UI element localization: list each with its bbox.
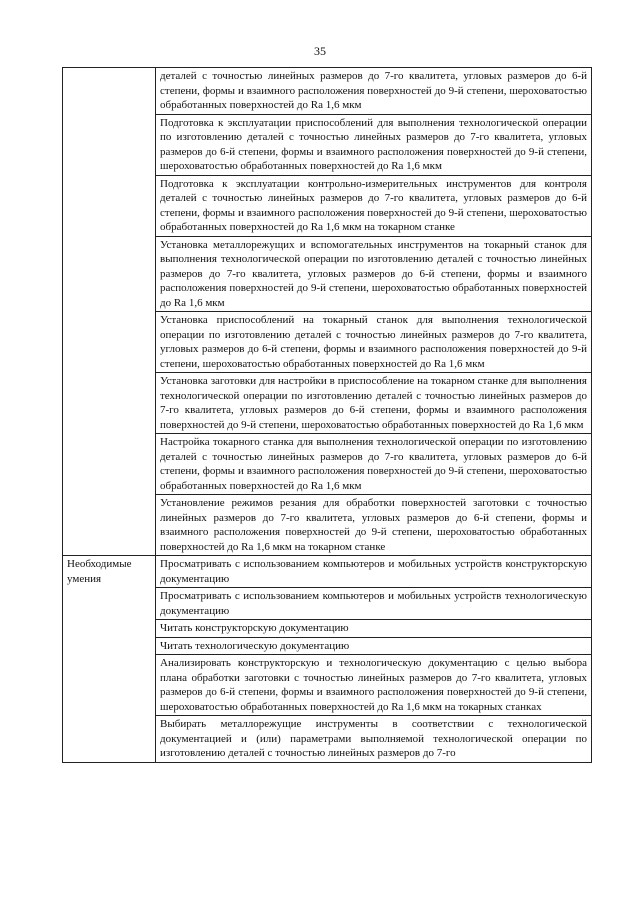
skills-label: Необходимые умения: [63, 556, 156, 763]
table-cell: Выбирать металлорежущие инструменты в соответствии с технологической документацией и (или) параметрами выполняемой технологической операции по изготовлению деталей с точностью линейных размеров до 7-го: [156, 716, 592, 763]
table-cell: Установление режимов резания для обработки поверхностей заготовки с точностью линейных размеров до 7-го квалитета, угловых размеров до 6-й степени, формы и взаимного расположения поверхностей до 9-й степени, шероховатостью обработанных поверхностей до Ra 1,6 мкм на токарном станке: [156, 495, 592, 556]
table-cell: Установка металлорежущих и вспомогательных инструментов на токарный станок для выполнения технологической операции по изготовлению деталей с точностью линейных размеров до 7-го квалитета, угловых размеров до 6-й степени, формы и взаимного расположения поверхностей до 9-й степени, шероховатостью обработанных поверхностей до Ra 1,6 мкм: [156, 236, 592, 312]
table-cell: деталей с точностью линейных размеров до 7-го квалитета, угловых размеров до 6-й степени, формы и взаимного расположения поверхностей до 9-й степени, шероховатостью обработанных поверхностей до Ra 1,6 мкм: [156, 68, 592, 115]
table-cell: Просматривать с использованием компьютеров и мобильных устройств технологическую документацию: [156, 588, 592, 620]
table-cell: Анализировать конструкторскую и технологическую документацию с целью выбора плана обработки заготовки с точностью линейных размеров до 7-го квалитета, угловых размеров до 6-й степени, формы и взаимного расположения поверхностей до 9-й степени, шероховатостью обработанных поверхностей до Ra 1,6 мкм на токарных станках: [156, 655, 592, 716]
table-cell: Читать конструкторскую документацию: [156, 620, 592, 638]
table-row: [63, 556, 592, 588]
table-cell: Настройка токарного станка для выполнения технологической операции по изготовлению деталей с точностью линейных размеров до 7-го квалитета, угловых размеров до 6-й степени, формы и взаимного расположения поверхностей до 9-й степени, шероховатостью обработанных поверхностей до Ra 1,6 мкм: [156, 434, 592, 495]
labor-actions-label-cell: [63, 68, 156, 556]
requirements-table: [62, 67, 592, 763]
table-cell: Установка приспособлений на токарный станок для выполнения технологической операции по изготовлению деталей с точностью линейных размеров до 7-го квалитета, угловых размеров до 6-й степени, формы и взаимного расположения поверхностей до 9-й степени, шероховатостью обработанных поверхностей до Ra 1,6 мкм: [156, 312, 592, 373]
table-cell: Установка заготовки для настройки в приспособление на токарном станке для выполнения технологической операции по изготовлению деталей с точностью линейных размеров до 7-го квалитета, угловых размеров до 6-й степени, формы и взаимного расположения поверхностей до 9-й степени, шероховатостью обработанных поверхностей до Ra 1,6 мкм: [156, 373, 592, 434]
table-cell: Подготовка к эксплуатации контрольно-измерительных инструментов для контроля деталей с точностью линейных размеров до 7-го квалитета, угловых размеров до 6-й степени, формы и взаимного расположения поверхностей до 9-й степени, шероховатостью обработанных поверхностей до Ra 1,6 мкм на токарном станке: [156, 175, 592, 236]
table-row: [63, 68, 592, 115]
table-cell: Просматривать с использованием компьютеров и мобильных устройств конструкторскую документацию: [156, 556, 592, 588]
table-cell: Подготовка к эксплуатации приспособлений для выполнения технологической операции по изготовлению деталей с точностью линейных размеров до 7-го квалитета, угловых размеров до 6-й степени, формы и взаимного расположения поверхностей до 9-й степени, шероховатостью обработанных поверхностей до Ra 1,6 мкм: [156, 114, 592, 175]
table-cell: Читать технологическую документацию: [156, 637, 592, 655]
page-number: 35: [314, 44, 326, 58]
